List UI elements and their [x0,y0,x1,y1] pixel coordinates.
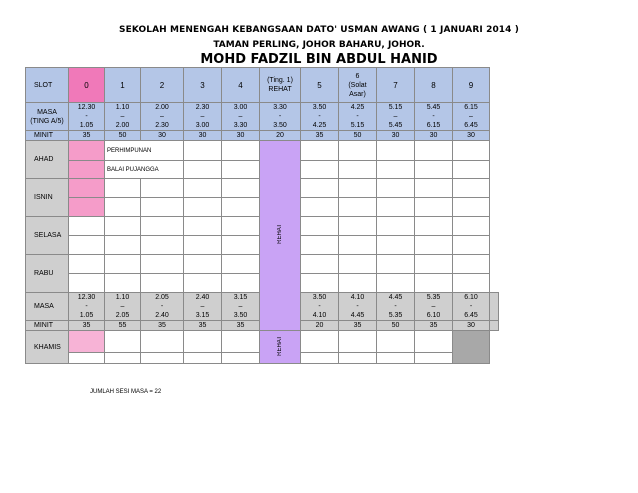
minit-cell: 30 [141,131,184,141]
school-address: TAMAN PERLING, JOHOR BAHARU, JOHOR. [213,40,425,50]
masa-cell: 3.50 - 4.25 [301,103,339,131]
masa-cell: 3.00 – 3.30 [222,103,260,131]
slot-5: 5 [301,68,339,103]
empty-cell [453,141,490,161]
minit2-cell: 20 [301,321,339,331]
empty-cell [339,198,377,217]
empty-cell [377,179,415,198]
minit2-cell: 35 [339,321,377,331]
empty-cell [301,198,339,217]
masa-cell: 6.15 – 6.45 [453,103,490,131]
empty-cell [222,255,260,274]
empty-cell [339,179,377,198]
teacher-name: MOHD FADZIL BIN ABDUL HANID [200,52,438,67]
minit-label: MINIT [26,131,69,141]
empty-cell [453,255,490,274]
empty-cell [377,217,415,236]
empty-cell [301,236,339,255]
perhimpunan-cell [105,141,184,161]
masa2-cell: 6.10 - 6.45 [453,293,490,321]
empty-cell [453,236,490,255]
day-isnin: ISNIN [26,179,69,217]
empty-cell [184,236,222,255]
empty-cell [141,179,184,198]
grey-cell [453,331,490,364]
perhimpunan-label: PERHIMPUNAN [107,147,152,154]
empty-cell [339,217,377,236]
empty-cell [141,236,184,255]
empty-cell [69,255,105,274]
masa2-cell: 3.15 – 3.50 [222,293,260,321]
ahad-row-1 [26,141,499,161]
empty-cell [184,353,222,364]
minit-cell: 30 [184,131,222,141]
masa2-cell: 12.30 - 1.05 [69,293,105,321]
minit-cell: 35 [69,131,105,141]
empty-cell [69,274,105,293]
minit-cell: 20 [260,131,301,141]
minit-cell: 30 [222,131,260,141]
slot-4: 4 [222,68,260,103]
masa-cell: 5.45 - 6.15 [415,103,453,131]
masa-label: MASA (TING A/5) [26,103,69,131]
pink-cell [69,141,105,161]
empty-cell [105,353,141,364]
pink-cell [69,179,105,198]
empty-cell [453,179,490,198]
empty-cell [222,179,260,198]
empty-cell [415,217,453,236]
empty-cell [415,353,453,364]
empty-cell [453,161,490,179]
empty-cell [222,217,260,236]
masa-cell: 2.30 – 3.00 [184,103,222,131]
empty-cell [377,255,415,274]
minit2-cell: 35 [184,321,222,331]
masa2-cell: 1.10 – 2.05 [105,293,141,321]
slot-9: 9 [453,68,490,103]
minit2-cell: 35 [69,321,105,331]
empty-cell [377,161,415,179]
empty-cell [377,141,415,161]
slot-3: 3 [184,68,222,103]
empty-cell [184,161,222,179]
empty-cell [184,255,222,274]
slot-0: 0 [69,68,105,103]
masa2-cell: 4.45 - 5.35 [377,293,415,321]
empty-cell [415,141,453,161]
slot-2: 2 [141,68,184,103]
day-ahad: AHAD [26,141,69,179]
minit2-cell: 35 [141,321,184,331]
slot-8: 8 [415,68,453,103]
minit-cell: 35 [301,131,339,141]
masa2-cell: 2.40 – 3.15 [184,293,222,321]
masa-cell: 4.25 - 5.15 [339,103,377,131]
empty-cell [222,141,260,161]
minit-cell: 30 [377,131,415,141]
masa-cell: 3.30 - 3.50 [260,103,301,131]
empty-cell [184,141,222,161]
empty-cell [184,274,222,293]
empty-cell [301,255,339,274]
pink-cell [69,161,105,179]
empty-cell [415,161,453,179]
pink-cell [69,331,105,353]
empty-cell [301,141,339,161]
jumlah-sesi-note: JUMLAH SESI MASA = 22 [90,389,162,395]
empty-cell [339,353,377,364]
slot-label: SLOT [26,68,69,103]
empty-cell [105,198,141,217]
minit-row [26,131,499,141]
empty-cell [339,236,377,255]
masa2-cell: 2.05 - 2.40 [141,293,184,321]
balai-cell [105,161,184,179]
empty-cell [415,236,453,255]
minit2-label: MINIT [26,321,69,331]
empty-cell [184,179,222,198]
empty-cell [141,255,184,274]
empty-cell [415,274,453,293]
empty-cell [415,179,453,198]
empty-cell [301,217,339,236]
empty-cell [453,198,490,217]
minit-cell: 30 [415,131,453,141]
balai-pujangga-label: BALAI PUJANGGA [107,166,159,173]
masa-cell: 2.00 – 2.30 [141,103,184,131]
empty-cell [141,274,184,293]
empty-cell [222,198,260,217]
minit-cell: 50 [105,131,141,141]
empty-cell [222,331,260,353]
empty-cell [339,161,377,179]
empty-cell [339,255,377,274]
empty-cell [415,198,453,217]
empty-cell [105,179,141,198]
masa2-cell: 5.35 – 6.10 [415,293,453,321]
empty-cell [69,217,105,236]
empty-cell [222,353,260,364]
empty-cell [69,353,105,364]
masa-cell: 5.15 – 5.45 [377,103,415,131]
slot-6: 6 (Solat Asar) [339,68,377,103]
masa2-cell: 3.50 - 4.10 [301,293,339,321]
empty-cell [453,217,490,236]
slot-1: 1 [105,68,141,103]
empty-cell [105,331,141,353]
empty-cell [105,274,141,293]
minit2-cell: 55 [105,321,141,331]
empty-cell [301,274,339,293]
masa-cell: 12.30 - 1.05 [69,103,105,131]
empty-cell [301,179,339,198]
minit2-cell-empty [490,321,499,331]
day-khamis: KHAMIS [26,331,69,364]
empty-cell [141,198,184,217]
empty-cell [377,236,415,255]
slot-7: 7 [377,68,415,103]
empty-cell [141,217,184,236]
minit2-cell: 35 [415,321,453,331]
empty-cell [141,353,184,364]
rehat-khamis-label: REHAT [276,335,283,356]
empty-cell [222,236,260,255]
empty-cell [415,255,453,274]
empty-cell [415,331,453,353]
empty-cell [141,331,184,353]
minit-cell: 30 [453,131,490,141]
empty-cell [222,274,260,293]
khamis-row-1 [26,331,499,353]
masa2-label: MASA [26,293,69,321]
masa-row [26,103,499,131]
timetable [25,67,499,364]
empty-cell [222,161,260,179]
pink-cell [69,198,105,217]
empty-cell [453,274,490,293]
masa2-cell-empty [490,293,499,321]
empty-cell [339,274,377,293]
empty-cell [377,198,415,217]
masa-cell: 1.10 – 2.00 [105,103,141,131]
empty-cell [301,353,339,364]
rehat-khamis [260,331,301,364]
day-selasa: SELASA [26,217,69,255]
empty-cell [339,331,377,353]
masa2-cell: 4.10 - 4.45 [339,293,377,321]
empty-cell [105,236,141,255]
empty-cell [377,353,415,364]
empty-cell [184,198,222,217]
empty-cell [301,331,339,353]
slot-row [26,68,499,103]
empty-cell [105,217,141,236]
school-title: SEKOLAH MENENGAH KEBANGSAAN DATO' USMAN AWANG ( 1 JANUARI 2014 ) [119,25,519,35]
minit2-cell: 50 [377,321,415,331]
slot-rehat: (Ting. 1) REHAT [260,68,301,103]
empty-cell [69,236,105,255]
empty-cell [301,161,339,179]
empty-cell [105,255,141,274]
minit-cell: 50 [339,131,377,141]
day-rabu: RABU [26,255,69,293]
rehat-column [260,141,301,331]
empty-cell [339,141,377,161]
empty-cell [184,331,222,353]
empty-cell [184,217,222,236]
minit2-cell: 30 [453,321,490,331]
minit2-cell: 35 [222,321,260,331]
rehat-label: REHAT [276,224,283,244]
empty-cell [377,274,415,293]
empty-cell [377,331,415,353]
